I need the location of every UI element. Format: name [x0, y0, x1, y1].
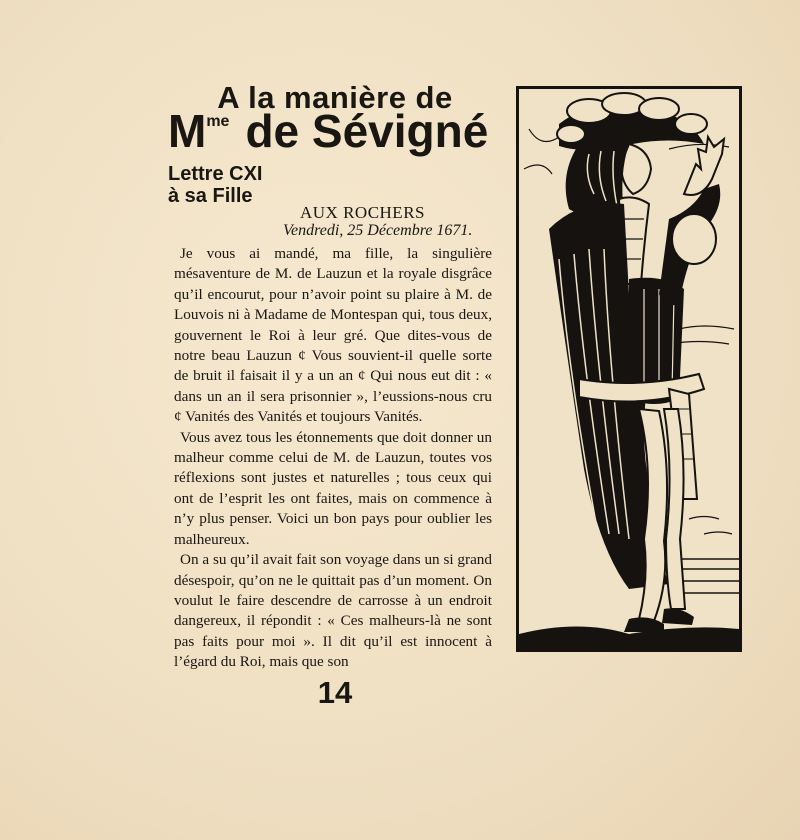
subtitle-line-1: Lettre CXI: [168, 163, 263, 185]
paragraph-3: On a su qu’il avait fait son voyage dans un si grand désespoir, qu’on ne le quittait pas d’un moment. On voulut le faire descendre de carrosse à un endroit dangereux, il répondit : « Ces malheurs-là ne sont pas faits pour moi ». Il dit qu’il est innocent à l’égard du Roi, mais que son: [174, 551, 492, 671]
courtier-figure-icon: [519, 89, 739, 649]
paragraph-1: Je vous ai mandé, ma fille, la singulière mésaventure de M. de Lauzun et la royale disgrâce qu’il encourut, pour n’avoir point su plaire à M. de Louvois ni à Madame de Montespan qui, tous deux, gouvernent le Roi à leur gré. Que dites-vous de notre beau Lauzun ¢ Vous souvient-il quelle sorte de bruit il faisait il y a un an ¢ Qui nous eut dit : « dans un an il sera prisonnier », l’eussions-nous cru ¢ Vanités des Vanités et toujours Vanités.: [174, 245, 492, 426]
title-m: M: [168, 105, 207, 157]
title-line-2: [168, 105, 508, 157]
subtitle-line-2: à sa Fille: [168, 185, 253, 207]
page-number: 14: [317, 675, 353, 710]
paragraph-2: Vous avez tous les étonnements que doit donner un malheur comme celui de M. de Lauzun, toutes vos réflexions sont justes et naturelles ; tous ceux qui ont de l’esprit les ont faites, mais on commence à n’y plus penser. Voici un bon pays pour oublier les malheureux.: [174, 428, 492, 548]
subtitle: [168, 163, 262, 207]
title-name: de Sévigné: [245, 105, 489, 157]
title-line-1: A la manière de: [217, 80, 453, 115]
title-me-superscript: me: [206, 113, 230, 130]
dateline-date: Vendredi, 25 Décembre 1671.: [283, 222, 473, 239]
dateline-place: AUX ROCHERS: [300, 203, 425, 222]
woodcut-illustration: [516, 86, 742, 652]
letter-body: [174, 244, 492, 673]
